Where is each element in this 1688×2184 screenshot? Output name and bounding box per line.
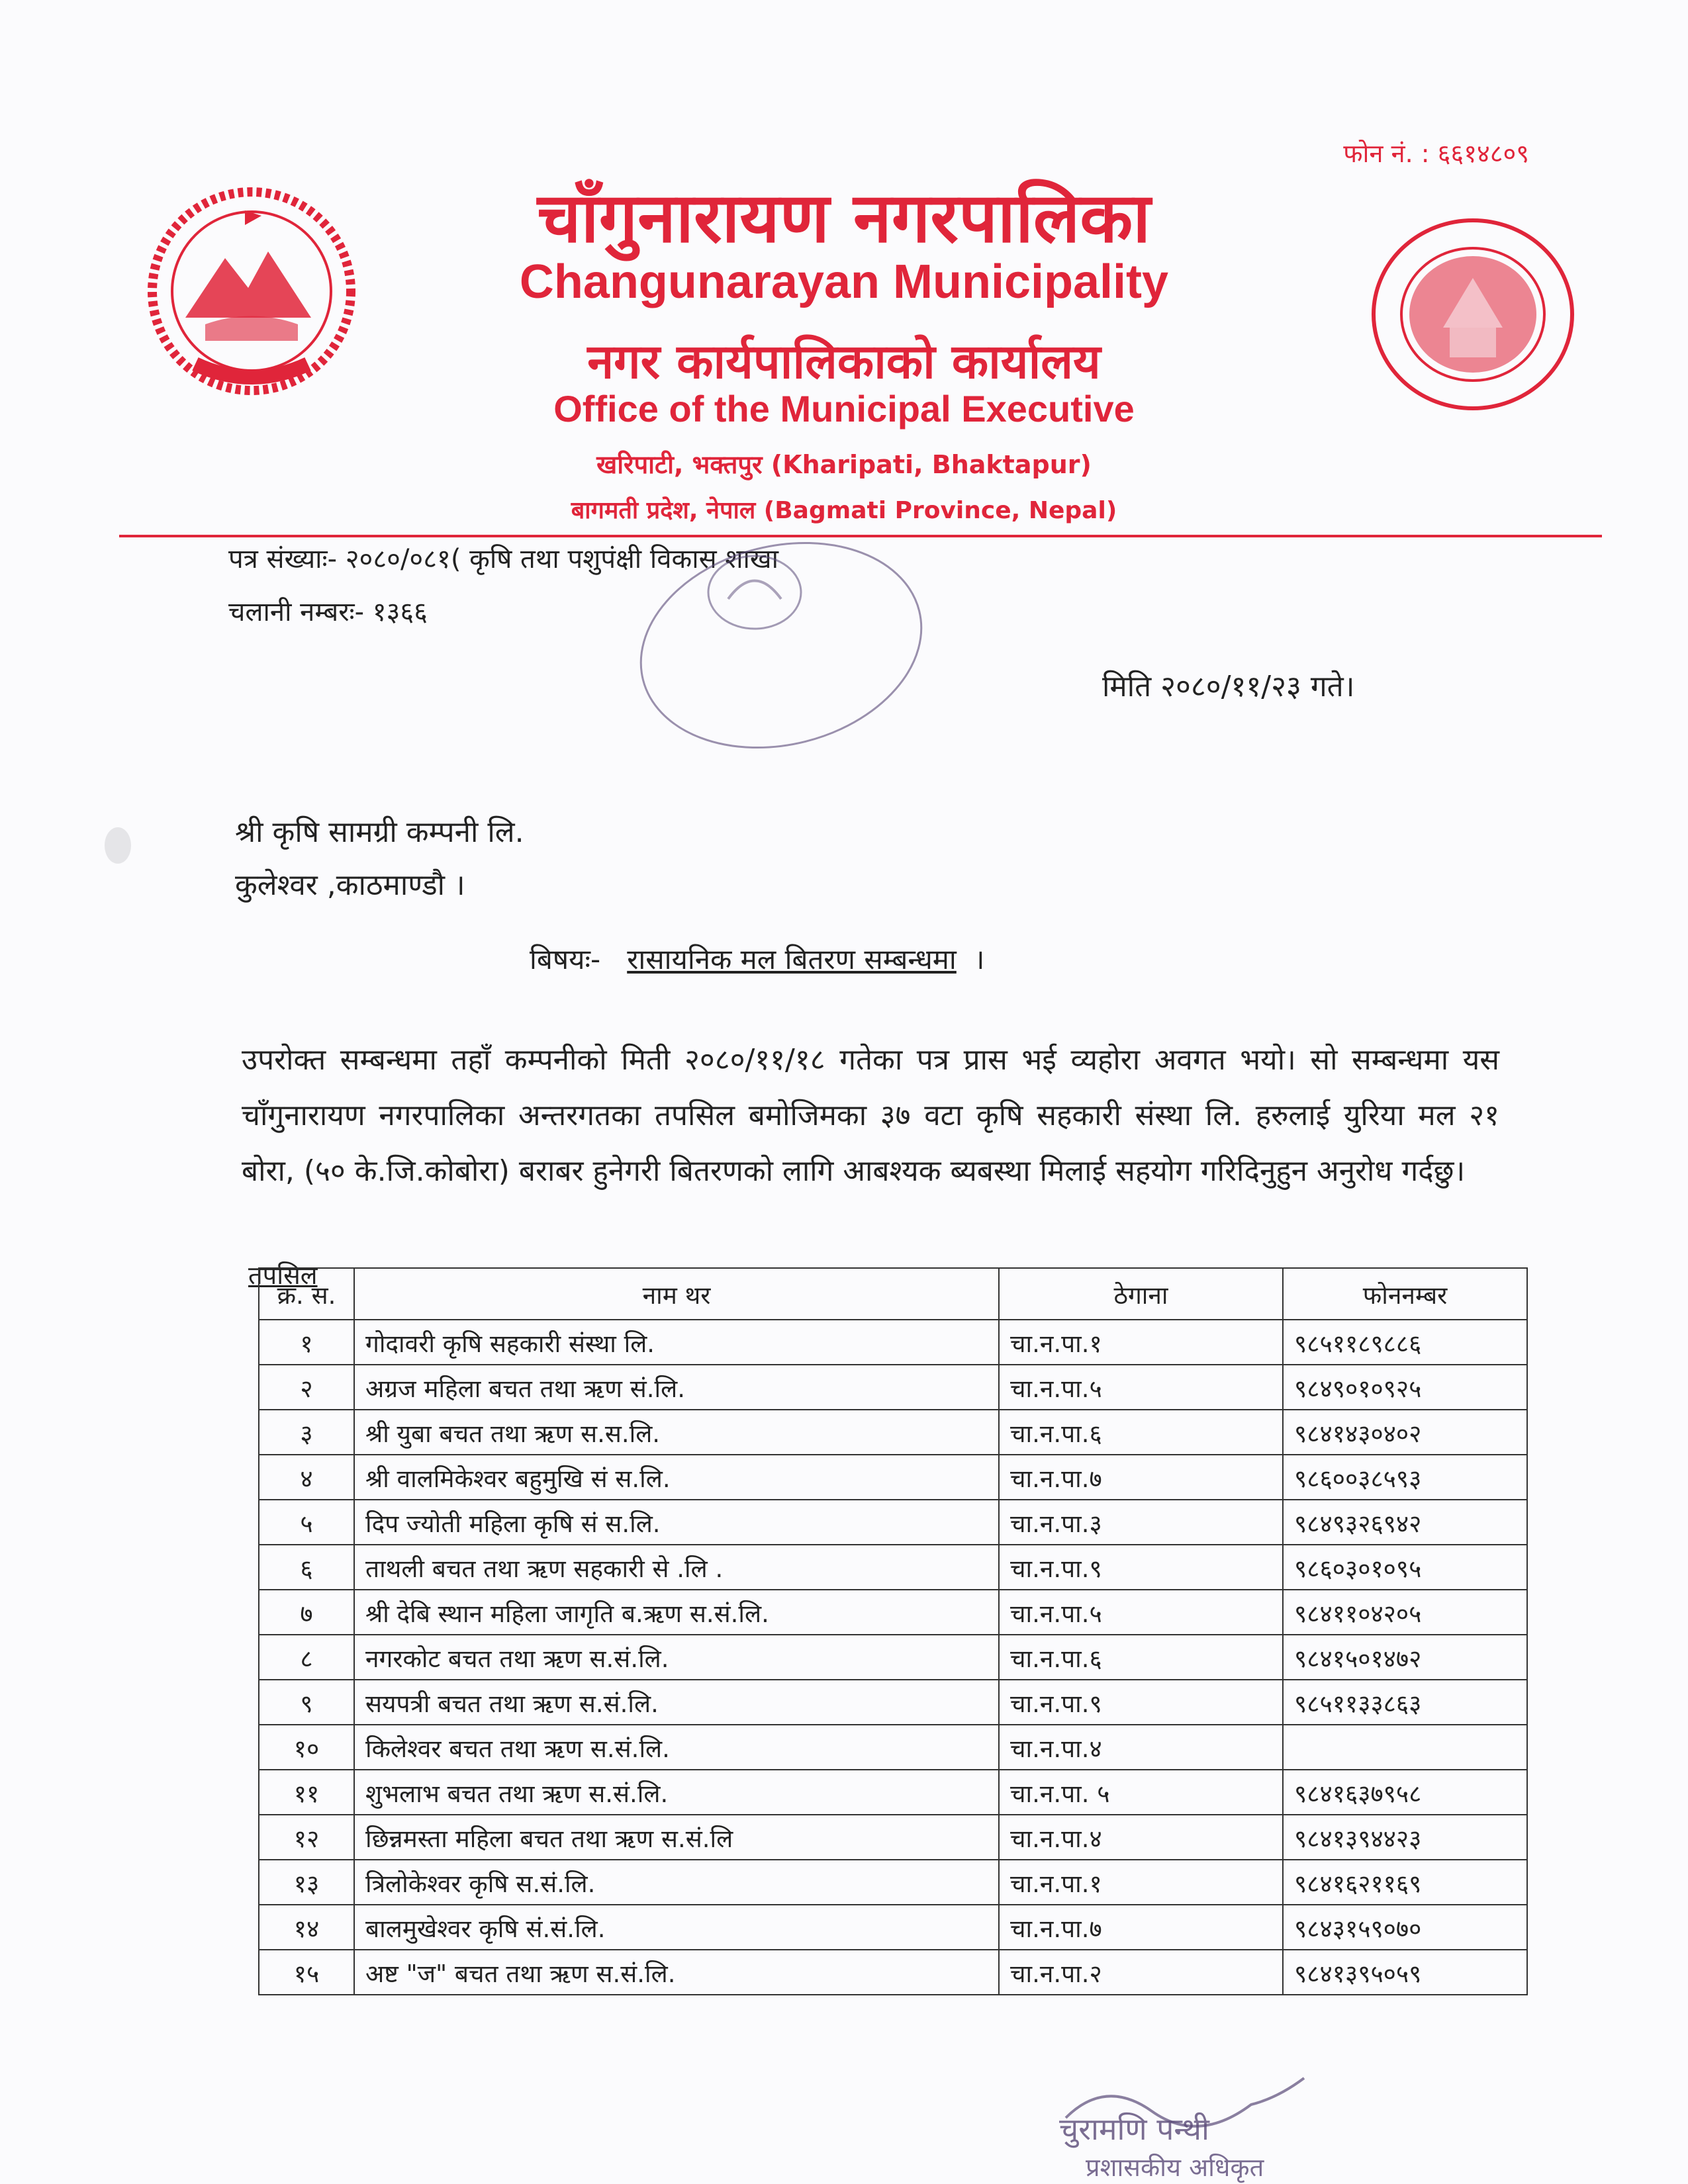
subject-label: बिषयः- bbox=[530, 943, 601, 976]
cell-phone: ९८४९०१०९२५ bbox=[1283, 1365, 1527, 1410]
cell-phone: ९८४१६३७९५८ bbox=[1283, 1770, 1527, 1815]
cell-name: अग्रज महिला बचत तथा ऋण सं.लि. bbox=[354, 1365, 999, 1410]
cell-name: त्रिलोकेश्वर कृषि स.सं.लि. bbox=[354, 1860, 999, 1905]
cell-name: गोदावरी कृषि सहकारी संस्था लि. bbox=[354, 1320, 999, 1365]
cell-serial: ९ bbox=[259, 1680, 354, 1725]
cell-serial: १० bbox=[259, 1725, 354, 1770]
table-row bbox=[259, 1680, 1527, 1725]
cell-phone: ९८६००३८५९३ bbox=[1283, 1455, 1527, 1500]
signatory-title: प्रशासकीय अधिकृत bbox=[1086, 2153, 1264, 2182]
cell-name: श्री युबा बचत तथा ऋण स.स.लि. bbox=[354, 1410, 999, 1455]
letter-date: मिति २०८०/११/२३ गते। bbox=[1102, 670, 1355, 704]
table-row bbox=[259, 1500, 1527, 1545]
office-stamp-icon bbox=[629, 536, 933, 754]
cell-address: चा.न.पा.९ bbox=[999, 1545, 1283, 1590]
office-name-en: Office of the Municipal Executive bbox=[553, 388, 1135, 430]
cell-name: छिन्नमस्ता महिला बचत तथा ऋण स.सं.लि bbox=[354, 1815, 999, 1860]
cell-phone: ९८४९३२६९४२ bbox=[1283, 1500, 1527, 1545]
cell-name: शुभलाभ बचत तथा ऋण स.सं.लि. bbox=[354, 1770, 999, 1815]
annex-label: तपसिल bbox=[248, 1261, 318, 1290]
recipient-address: कुलेश्वर ,काठमाण्डौ । bbox=[235, 868, 465, 902]
cell-address: चा.न.पा.१ bbox=[999, 1860, 1283, 1905]
cell-serial: ११ bbox=[259, 1770, 354, 1815]
cell-address: चा.न.पा.५ bbox=[999, 1590, 1283, 1635]
cell-serial: ७ bbox=[259, 1590, 354, 1635]
table-row bbox=[259, 1950, 1527, 1995]
cell-phone: ९८४१३९४४२३ bbox=[1283, 1815, 1527, 1860]
municipality-name-en: Changunarayan Municipality bbox=[519, 255, 1169, 308]
punch-hole bbox=[105, 827, 131, 864]
cell-serial: ३ bbox=[259, 1410, 354, 1455]
cell-address: चा.न.पा.९ bbox=[999, 1680, 1283, 1725]
table-row bbox=[259, 1365, 1527, 1410]
cell-address: चा.न.पा.१ bbox=[999, 1320, 1283, 1365]
office-name-np: नगर कार्यपालिकाको कार्यालय bbox=[587, 334, 1101, 389]
cell-serial: ४ bbox=[259, 1455, 354, 1500]
cell-address: चा.न.पा.३ bbox=[999, 1500, 1283, 1545]
cell-name: श्री देबि स्थान महिला जागृति ब.ऋण स.सं.लि. bbox=[354, 1590, 999, 1635]
header-serial: क्र. स. bbox=[259, 1268, 354, 1320]
cell-address: चा.न.पा.४ bbox=[999, 1815, 1283, 1860]
table-row bbox=[259, 1320, 1527, 1365]
cell-phone: ९८४१६२११६९ bbox=[1283, 1860, 1527, 1905]
header-name: नाम थर bbox=[354, 1268, 999, 1320]
cell-address: चा.न.पा. ५ bbox=[999, 1770, 1283, 1815]
table-row bbox=[259, 1725, 1527, 1770]
table-row bbox=[259, 1860, 1527, 1905]
table-row bbox=[259, 1590, 1527, 1635]
subject-text: रासायनिक मल बितरण सम्बन्धमा bbox=[627, 943, 957, 976]
office-province: बागमती प्रदेश, नेपाल (Bagmati Province, Nepal) bbox=[571, 497, 1117, 524]
table-row bbox=[259, 1635, 1527, 1680]
office-address: खरिपाटी, भक्तपुर (Kharipati, Bhaktapur) bbox=[596, 450, 1092, 479]
cell-address: चा.न.पा.६ bbox=[999, 1635, 1283, 1680]
table-row bbox=[259, 1905, 1527, 1950]
cell-phone: ९८४१५०१४७२ bbox=[1283, 1635, 1527, 1680]
cell-name: श्री वालमिकेश्वर बहुमुखि सं स.लि. bbox=[354, 1455, 999, 1500]
header-phone: फोननम्बर bbox=[1283, 1268, 1527, 1320]
cell-address: चा.न.पा.२ bbox=[999, 1950, 1283, 1995]
table-row bbox=[259, 1545, 1527, 1590]
letter-body: उपरोक्त सम्बन्धमा तहाँ कम्पनीको मिती २०८०/११/१८ गतेका पत्र प्रास भई व्यहोरा अवगत भयो। सो सम्बन्धमा यस चाँगुनारायण नगरपालिका अन्तरगतका तपसिल बमोजिमका ३७ वटा कृषि सहकारी संस्था लि. हरुलाई युरिया मल २१ बोरा, (५० के.जि.कोबोरा) बराबर हुनेगरी बितरणको लागि आबश्यक ब्यबस्था मिलाई सहयोग गरिदिनुहुन अनुरोध गर्दछु। bbox=[242, 1043, 1499, 1188]
subject-line bbox=[530, 940, 984, 978]
cell-serial: १३ bbox=[259, 1860, 354, 1905]
cell-name: बालमुखेश्वर कृषि सं.सं.लि. bbox=[354, 1905, 999, 1950]
cell-phone: ९८४११०४२०५ bbox=[1283, 1590, 1527, 1635]
table-row bbox=[259, 1815, 1527, 1860]
cell-serial: ६ bbox=[259, 1545, 354, 1590]
header-address: ठेगाना bbox=[999, 1268, 1283, 1320]
table-row bbox=[259, 1455, 1527, 1500]
cell-phone: ९८४१४३०४०२ bbox=[1283, 1410, 1527, 1455]
cell-phone: ९८६०३०१०९५ bbox=[1283, 1545, 1527, 1590]
cell-serial: २ bbox=[259, 1365, 354, 1410]
cell-phone bbox=[1283, 1725, 1527, 1770]
cell-phone: ९८५११३३८६३ bbox=[1283, 1680, 1527, 1725]
cell-name: किलेश्वर बचत तथा ऋण स.सं.लि. bbox=[354, 1725, 999, 1770]
cooperatives-table bbox=[258, 1267, 1528, 1995]
cell-phone: ९८४१३९५०५९ bbox=[1283, 1950, 1527, 1995]
table-row bbox=[259, 1410, 1527, 1455]
cell-address: चा.न.पा.४ bbox=[999, 1725, 1283, 1770]
table-header-row bbox=[259, 1268, 1527, 1320]
recipient-name: श्री कृषि सामग्री कम्पनी लि. bbox=[235, 815, 524, 849]
cell-address: चा.न.पा.७ bbox=[999, 1455, 1283, 1500]
cell-name: दिप ज्योती महिला कृषि सं स.लि. bbox=[354, 1500, 999, 1545]
dispatch-number: चलानी नम्बरः- १३६६ bbox=[228, 597, 428, 627]
cell-address: चा.न.पा.५ bbox=[999, 1365, 1283, 1410]
phone-number: फोन नं. : ६६१४८०९ bbox=[1343, 139, 1529, 168]
cell-serial: १५ bbox=[259, 1950, 354, 1995]
cell-serial: ५ bbox=[259, 1500, 354, 1545]
subject-end: । bbox=[974, 943, 985, 976]
cell-name: सयपत्री बचत तथा ऋण स.सं.लि. bbox=[354, 1680, 999, 1725]
cell-phone: ९८४३१५९०७० bbox=[1283, 1905, 1527, 1950]
signatory-name: चुरामणि पन्थी bbox=[1059, 2111, 1209, 2147]
municipality-name-np: चाँगुनारायण नगरपालिका bbox=[537, 177, 1151, 258]
cell-phone: ९८५११८९८८६ bbox=[1283, 1320, 1527, 1365]
cell-serial: १२ bbox=[259, 1815, 354, 1860]
cell-name: अष्ट "ज" बचत तथा ऋण स.सं.लि. bbox=[354, 1950, 999, 1995]
cell-serial: १४ bbox=[259, 1905, 354, 1950]
cell-serial: १ bbox=[259, 1320, 354, 1365]
cell-serial: ८ bbox=[259, 1635, 354, 1680]
cell-name: नगरकोट बचत तथा ऋण स.सं.लि. bbox=[354, 1635, 999, 1680]
reference-number: पत्र संख्याः- २०८०/०८१( कृषि तथा पशुपंक्षी विकास शाखा bbox=[228, 544, 778, 574]
cell-address: चा.न.पा.६ bbox=[999, 1410, 1283, 1455]
table-row bbox=[259, 1770, 1527, 1815]
cell-address: चा.न.पा.७ bbox=[999, 1905, 1283, 1950]
cell-name: ताथली बचत तथा ऋण सहकारी से .लि . bbox=[354, 1545, 999, 1590]
